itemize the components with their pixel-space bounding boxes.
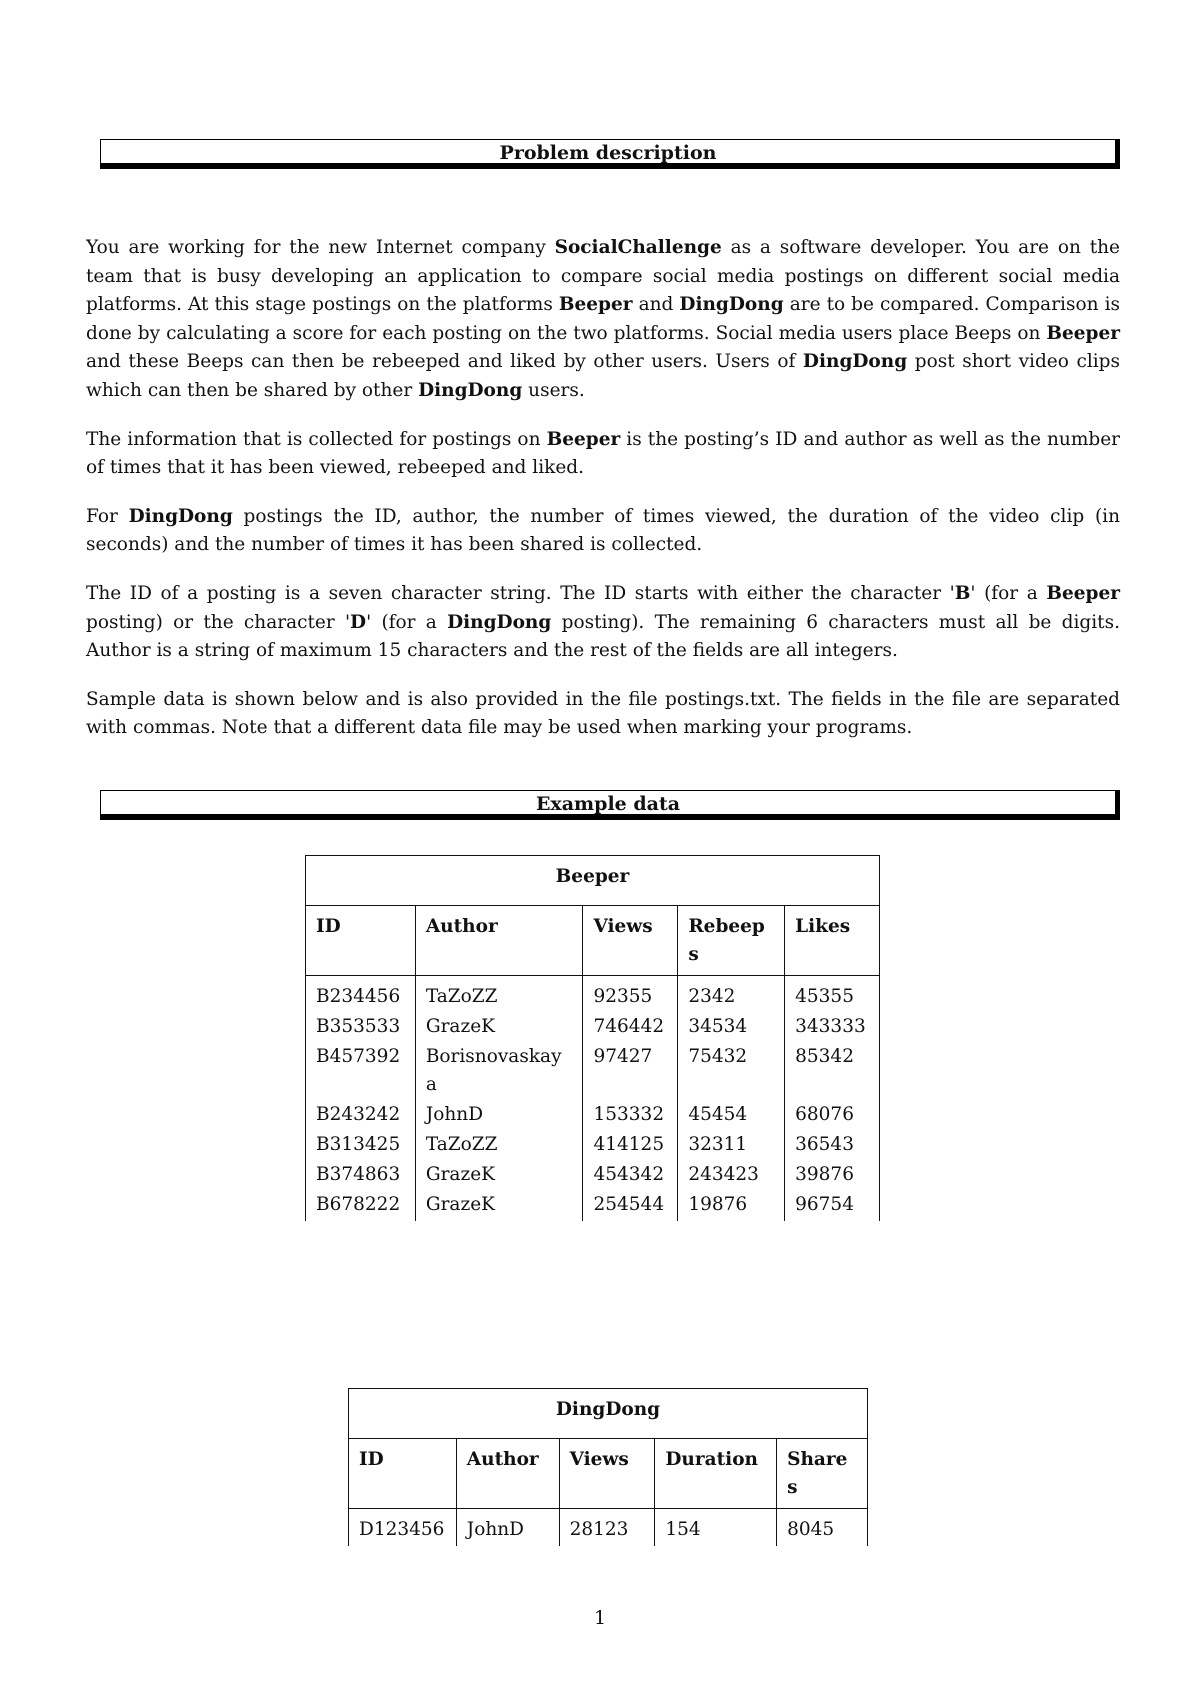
paragraph-dingdong-info: For DingDong postings the ID, author, the number of times viewed, the duration of the video clip (in seconds) and the number of times it has been shared is collected. [86,505,1120,556]
dingdong-cell: 28123 [559,1509,655,1547]
beeper-cell: Borisnovaskaya [415,1043,583,1101]
beeper-cell: 19876 [678,1191,785,1221]
beeper-cell: 343333 [785,1013,880,1043]
dingdong-header-author: Author [456,1439,559,1509]
beeper-cell: 97427 [583,1043,678,1101]
dingdong-cell: D123456 [349,1509,457,1547]
dingdong-header-views: Views [559,1439,655,1509]
dingdong-header-duration: Duration [655,1439,777,1509]
paragraph-beeper-info: The information that is collected for postings on Beeper is the posting’s ID and author as well as the number of times that it has been viewed, rebeeped and liked. [86,428,1120,479]
beeper-cell: 2342 [678,976,785,1014]
beeper-row [306,1043,880,1101]
beeper-row [306,1161,880,1191]
beeper-cell: 746442 [583,1013,678,1043]
beeper-cell: B234456 [306,976,416,1014]
page-number: 1 [593,1607,607,1629]
beeper-cell: 92355 [583,976,678,1014]
beeper-cell: 36543 [785,1131,880,1161]
dingdong-table [348,1388,868,1546]
beeper-cell: 96754 [785,1191,880,1221]
beeper-cell: 68076 [785,1101,880,1131]
beeper-header-row [306,906,880,976]
dingdong-cell: JohnD [456,1509,559,1547]
dingdong-cell: 154 [655,1509,777,1547]
beeper-table [305,855,880,1221]
problem-description-body [86,234,1120,763]
beeper-cell: GrazeK [415,1161,583,1191]
dingdong-row [349,1509,868,1547]
beeper-header-rebeeps: Rebeeps [678,906,785,976]
beeper-cell: 254544 [583,1191,678,1221]
beeper-cell: GrazeK [415,1013,583,1043]
dingdong-header-id: ID [349,1439,457,1509]
example-data-heading: Example data [100,790,1120,820]
beeper-cell: 153332 [583,1101,678,1131]
beeper-cell: 454342 [583,1161,678,1191]
beeper-table-title: Beeper [306,856,880,906]
dingdong-header-row [349,1439,868,1509]
beeper-row [306,1013,880,1043]
dingdong-cell: 8045 [777,1509,868,1547]
beeper-cell: B243242 [306,1101,416,1131]
beeper-cell: TaZoZZ [415,976,583,1014]
beeper-cell: B374863 [306,1161,416,1191]
beeper-cell: 34534 [678,1013,785,1043]
paragraph-sample-data: Sample data is shown below and is also provided in the file postings.txt. The fields in the file are separated with commas. Note that a different data file may be used when marking your programs. [86,688,1120,739]
beeper-cell: B678222 [306,1191,416,1221]
beeper-header-likes: Likes [785,906,880,976]
paragraph-intro: You are working for the new Internet company SocialChallenge as a software developer. You are on the team that is busy developing an application to compare social media postings on different social media platforms. At this stage postings on the platforms Beeper and DingDong are to be compared. Comparison is done by calculating a score for each posting on the two platforms. Social media users place Beeps on Beeper and these Beeps can then be rebeeped and liked by other users. Users of DingDong post short video clips which can then be shared by other DingDong users. [86,237,1120,401]
beeper-cell: TaZoZZ [415,1131,583,1161]
beeper-cell: 32311 [678,1131,785,1161]
beeper-cell: 414125 [583,1131,678,1161]
dingdong-header-shares: Shares [777,1439,868,1509]
beeper-cell: 39876 [785,1161,880,1191]
beeper-header-author: Author [415,906,583,976]
problem-description-heading: Problem description [100,139,1120,169]
beeper-cell: 45355 [785,976,880,1014]
beeper-row [306,1191,880,1221]
beeper-cell: B457392 [306,1043,416,1101]
beeper-cell: 45454 [678,1101,785,1131]
beeper-row [306,1101,880,1131]
paragraph-id-format: The ID of a posting is a seven character string. The ID starts with either the character 'B' (for a Beeper posting) or the character 'D' (for a DingDong posting). The remaining 6 characters must all be digits. Author is a string of maximum 15 characters and the rest of the fields are all integers. [86,582,1120,662]
beeper-cell: 75432 [678,1043,785,1101]
beeper-cell: GrazeK [415,1191,583,1221]
beeper-row [306,976,880,1014]
beeper-cell: JohnD [415,1101,583,1131]
beeper-cell: B313425 [306,1131,416,1161]
beeper-header-views: Views [583,906,678,976]
beeper-cell: 85342 [785,1043,880,1101]
dingdong-table-title: DingDong [349,1389,868,1439]
beeper-cell: 243423 [678,1161,785,1191]
beeper-cell: B353533 [306,1013,416,1043]
beeper-header-id: ID [306,906,416,976]
beeper-row [306,1131,880,1161]
